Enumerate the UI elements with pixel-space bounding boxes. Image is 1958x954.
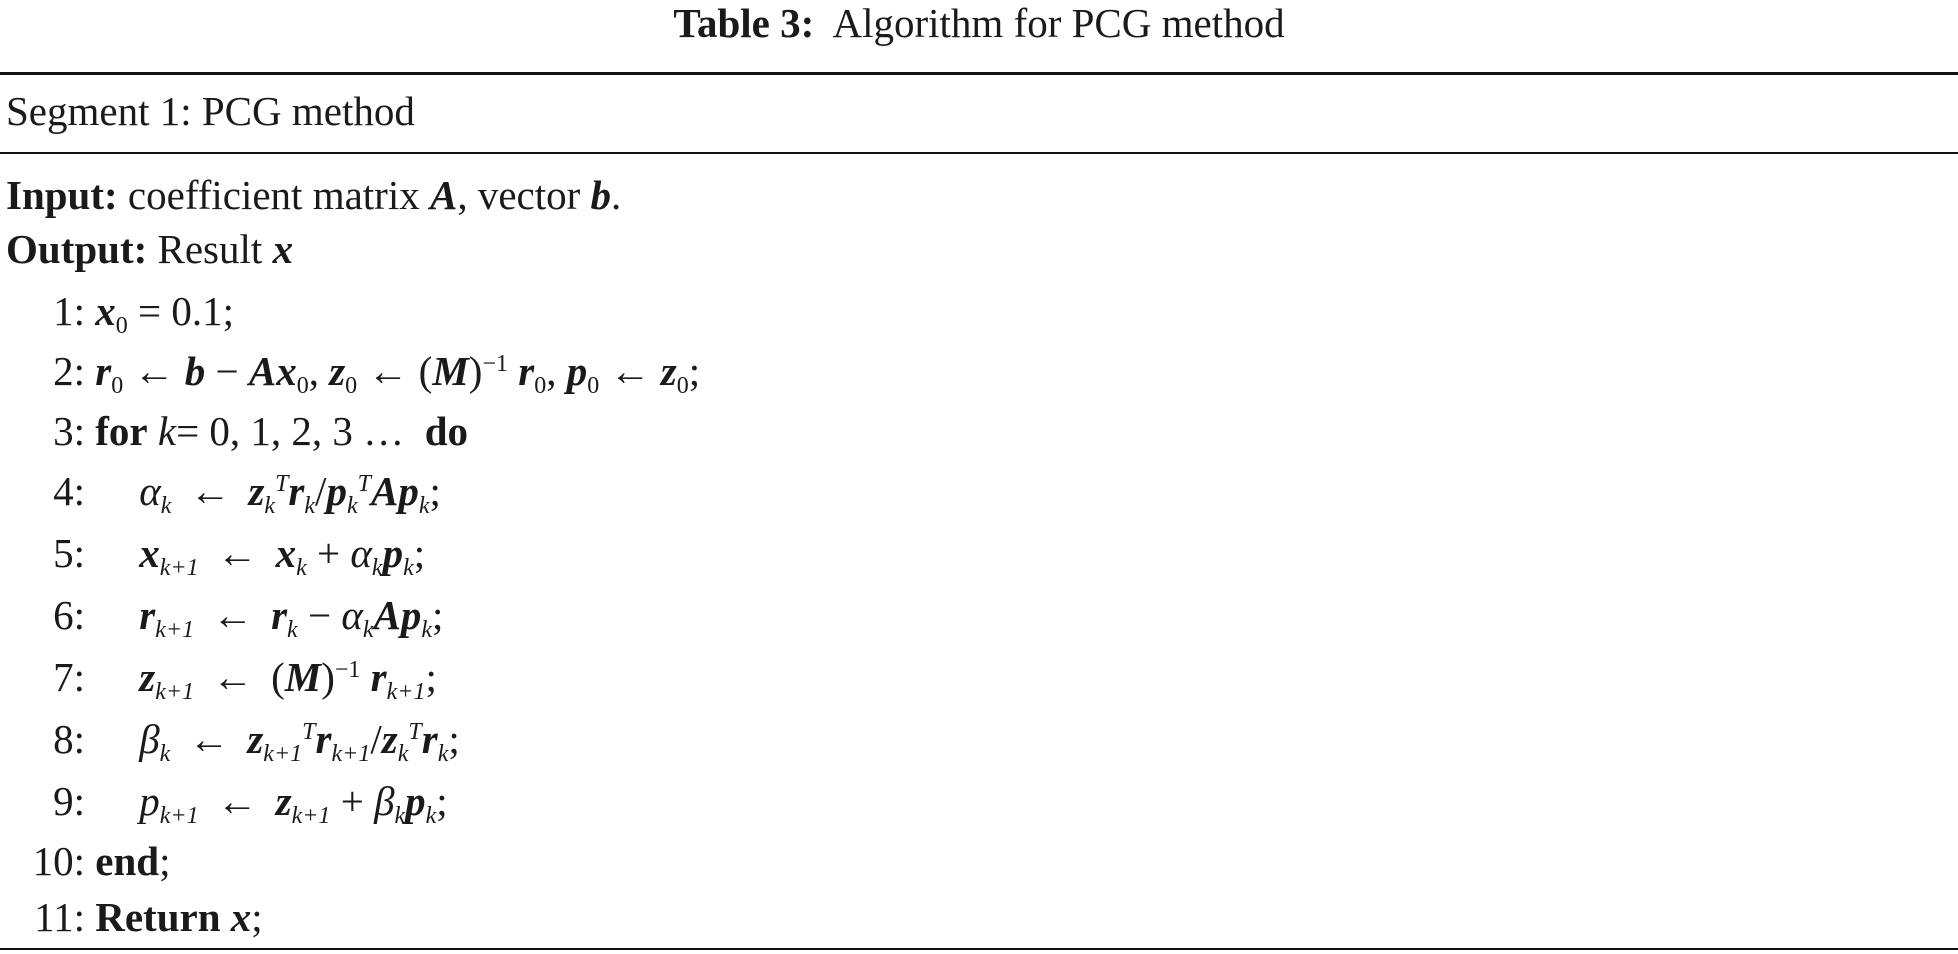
step-11: 11: Return x;	[0, 894, 263, 940]
step-number: 11:	[34, 894, 85, 940]
input-line: Input: coefficient matrix A, vector b.	[6, 172, 622, 218]
output-line: Output: Result x	[6, 226, 294, 272]
step-number: 3:	[53, 408, 85, 454]
caption-label: Table 3:	[673, 0, 815, 46]
step-number: 10:	[32, 838, 85, 884]
step-6: 6: $r_{k+1}$ ← $r_k - \alpha_kAp_k$;	[0, 592, 443, 638]
step-8: 8: $\beta_k$ ← $z_{k+1}^Tr_{k+1}/z_k^Tr_k$;	[0, 716, 460, 762]
step-9: 9: $p_{k+1}$ ← $z_{k+1} + \beta_kp_k$;	[0, 778, 448, 824]
step-3: 3: for k= 0, 1, 2, 3 … do	[0, 408, 468, 454]
output-label: Output:	[6, 226, 148, 272]
table-caption	[0, 0, 1958, 60]
step-1: 1: $x_0 = 0.1$;	[0, 288, 234, 334]
step-7: 7: $z_{k+1}$ ← $(M)^{-1}$ $r_{k+1}$;	[0, 654, 437, 700]
step-5: 5: $x_{k+1}$ ← $x_k + \alpha_kp_k$;	[0, 530, 425, 576]
step-number: 1:	[53, 288, 85, 334]
step-number: 2:	[53, 348, 85, 394]
caption-title: Algorithm for PCG method	[832, 0, 1285, 46]
bottom-rule	[0, 948, 1958, 950]
step-number: 8:	[53, 716, 85, 762]
step-number: 6:	[53, 592, 85, 638]
step-4: 4: $\alpha_k$ ← $z_k^Tr_k/p_k^TAp_k$;	[0, 468, 441, 514]
step-number: 7:	[53, 654, 85, 700]
segment-rule	[0, 152, 1958, 154]
segment-heading: Segment 1: PCG method	[6, 88, 415, 134]
step-10: 10: end;	[0, 838, 170, 884]
step-number: 5:	[53, 530, 85, 576]
step-2: 2: $r_0$ ← $b - Ax_0$, $z_0$ ← $(M)^{-1}$ $r_0$, $p_0$ ← $z_0$;	[0, 348, 700, 394]
step-number: 9:	[53, 778, 85, 824]
top-rule	[0, 72, 1958, 75]
input-label: Input:	[6, 172, 118, 218]
step-number: 4:	[53, 468, 85, 514]
